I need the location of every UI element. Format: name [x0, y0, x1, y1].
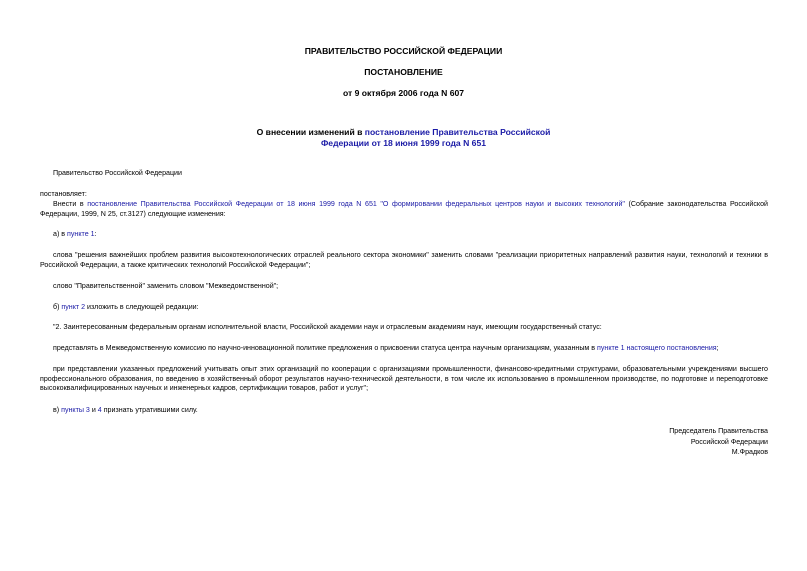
- link-point-3[interactable]: пункты 3: [61, 406, 90, 414]
- paragraph-b: [40, 303, 768, 313]
- title-link-decree[interactable]: постановление Правительства Российской: [364, 127, 551, 137]
- item-v-suffix: признать утратившими силу.: [101, 406, 198, 414]
- amend-text-end: (Собрание законодательства Российской Федерации, 1999, N 25, ст.3127) следующие изменения:: [40, 200, 768, 218]
- paragraph-words-replace: слова "решения важнейших проблем развития высокотехнологических отраслей реального сектора экономики" заменить словами "реализации приоритетных направлений развития науки, технологий и техники в Российской Федерации, а также критических технологий Российской Федерации";: [40, 251, 768, 269]
- document-date: от 9 октября 2006 года N 607: [342, 88, 465, 98]
- item-b-suffix: изложить в следующей редакции:: [85, 303, 199, 311]
- link-point-1[interactable]: пункте 1: [67, 230, 95, 238]
- paragraph-government: Правительство Российской Федерации: [53, 169, 182, 177]
- paragraph-a: [40, 230, 768, 240]
- title-prefix: О внесении изменений в: [256, 127, 365, 137]
- amend-text-start: Внести в: [53, 200, 88, 208]
- paragraph-when-presenting: при представлении указанных предложений учитывать опыт этих организаций по кооперации с организациями промышленности, финансово-кредитными структурами, образовательными учреждениями высшего профессионального образования, по введению в хозяйственный оборот результатов научно-технической деятельности, в том числе их использованию в промышленном производстве, по подготовке и переподготовке высококвалифицированных научных и инженерных кадров, сертификации товаров, работ и услуг";: [40, 365, 768, 393]
- title-link-decree-date[interactable]: Федерации от 18 июня 1999 года N 651: [320, 138, 487, 148]
- link-decree-651[interactable]: постановление Правительства Российской Федерации от 18 июня 1999 года N 651 "О формировании федеральных центров науки и высоких технологий": [87, 200, 625, 208]
- item-a-suffix: :: [94, 230, 97, 238]
- link-point-1-this-decree[interactable]: пункте 1 настоящего постановления: [597, 344, 717, 352]
- present-text-end: ;: [716, 344, 719, 352]
- item-b-prefix: б): [53, 303, 62, 311]
- signature-name: М.Фрадков: [731, 448, 768, 456]
- signature-position: Председатель Правительства: [669, 427, 768, 435]
- paragraph-v: [40, 406, 768, 416]
- paragraph-present: [40, 344, 768, 354]
- government-heading: ПРАВИТЕЛЬСТВО РОССИЙСКОЙ ФЕДЕРАЦИИ: [304, 46, 503, 56]
- document-type: ПОСТАНОВЛЕНИЕ: [364, 67, 443, 77]
- item-v-prefix: в): [53, 406, 62, 414]
- item-v-and: и: [89, 406, 98, 414]
- paragraph-resolves: постановляет:: [40, 190, 87, 198]
- paragraph-quote: "2. Заинтересованным федеральным органам исполнительной власти, Российской академии наук и отраслевым академиям наук, имеющим государственный статус:: [53, 323, 602, 331]
- document-title: [0, 127, 807, 149]
- link-point-4[interactable]: 4: [97, 406, 102, 414]
- signature-block: [568, 426, 768, 458]
- paragraph-word-replace: слово "Правительственной" заменить словом "Межведомственной";: [53, 282, 279, 290]
- link-point-2[interactable]: пункт 2: [61, 303, 86, 311]
- paragraph-amend: [40, 200, 768, 219]
- signature-country: Российской Федерации: [690, 437, 768, 446]
- present-text-start: представлять в Межведомственную комиссию по научно-инновационной политике предложения о присвоении статуса центра научным организациям, указанным в: [53, 344, 598, 352]
- item-a-prefix: а) в: [53, 230, 68, 238]
